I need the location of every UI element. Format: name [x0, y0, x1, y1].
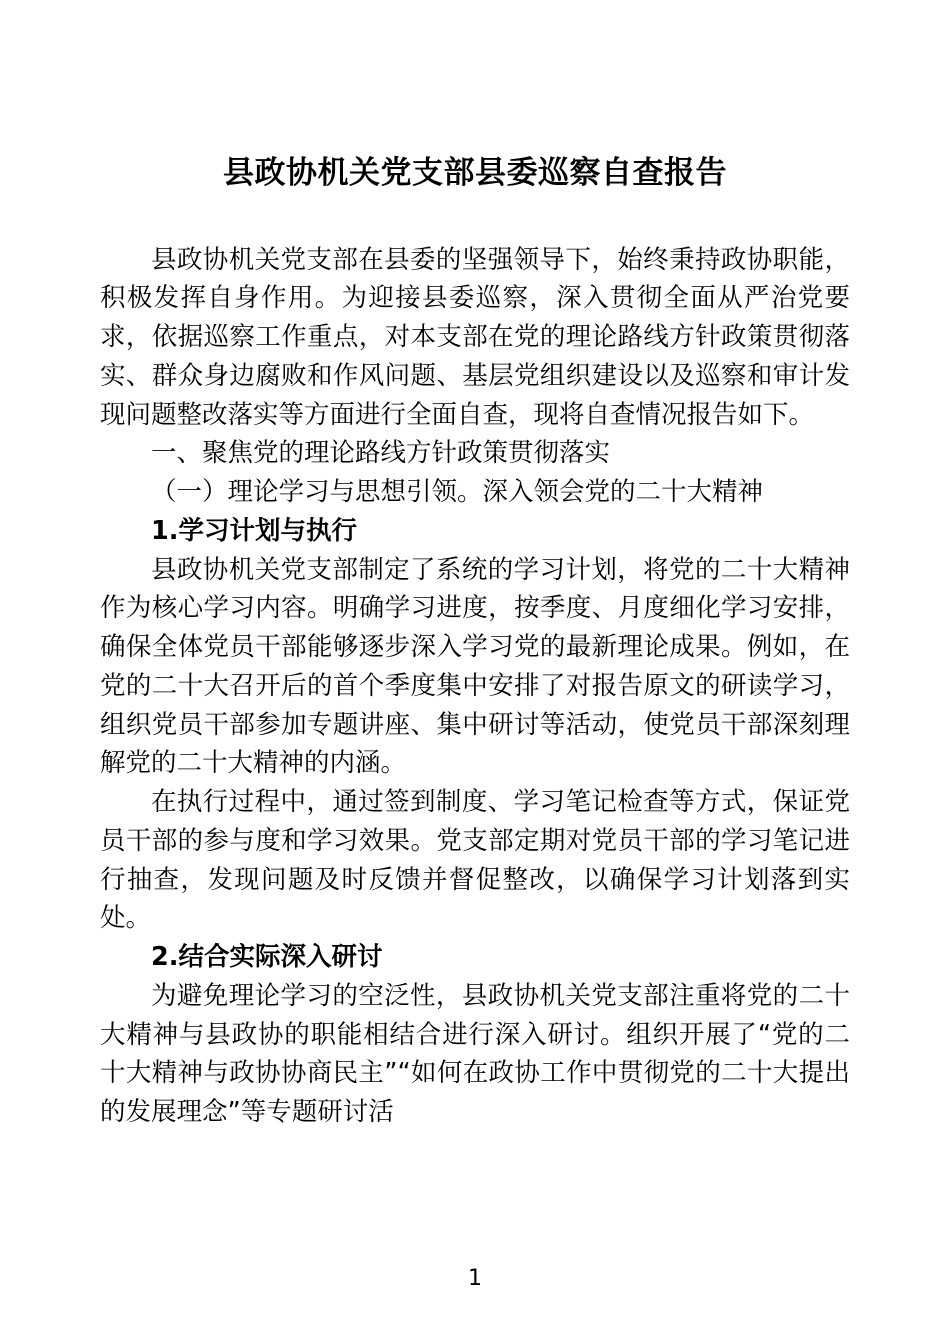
page-number: 1 — [468, 1266, 482, 1291]
paragraph-execution: 在执行过程中，通过签到制度、学习笔记检查等方式，保证党员干部的参与度和学习效果。党支部定期对党员干部的学习笔记进行抽查，发现问题及时反馈并督促整改，以确保学习计划落到实处。 — [100, 787, 850, 934]
paragraph-discussion: 为避免理论学习的空泛性，县政协机关党支部注重将党的二十大精神与县政协的职能相结合进行深入研讨。组织开展了“党的二十大精神与政协协商民主”“如何在政协工作中贯彻党的二十大提出的发展理念”等专题研讨活 — [100, 980, 850, 1127]
subheading-1 — [100, 512, 850, 551]
paragraph-intro: 县政协机关党支部在县委的坚强领导下，始终秉持政协职能，积极发挥自身作用。为迎接县委巡察，深入贯彻全面从严治党要求，依据巡察工作重点，对本支部在党的理论路线方针政策贯彻落实、群众身边腐败和作风问题、基层党组织建设以及巡察和审计发现问题整改落实等方面进行全面自查，现将自查情况报告如下。 — [100, 244, 850, 430]
section-heading-one: 一、聚焦党的理论路线方针政策贯彻落实 — [151, 438, 611, 469]
subheading-2 — [100, 938, 850, 977]
subheading-1-number: 1. — [151, 515, 179, 546]
subheading-2-number: 2. — [151, 942, 179, 972]
paragraph-study-plan: 县政协机关党支部制定了系统的学习计划，将党的二十大精神作为核心学习内容。明确学习进度，按季度、月度细化学习安排，确保全体党员干部能够逐步深入学习党的最新理论成果。例如，在党的二十大召开后的首个季度集中安排了对报告原文的研读学习，组织党员干部参加专题讲座、集中研讨等活动，使党员干部深刻理解党的二十大精神的内涵。 — [100, 554, 850, 779]
page-title: 县政协机关党支部县委巡察自查报告 — [223, 155, 727, 191]
subheading-2-label: 结合实际深入研讨 — [178, 942, 383, 972]
subsection-heading-one-1: （一）理论学习与思想引领。深入领会党的二十大精神 — [151, 477, 764, 507]
subheading-1-label: 学习计划与执行 — [178, 515, 357, 546]
